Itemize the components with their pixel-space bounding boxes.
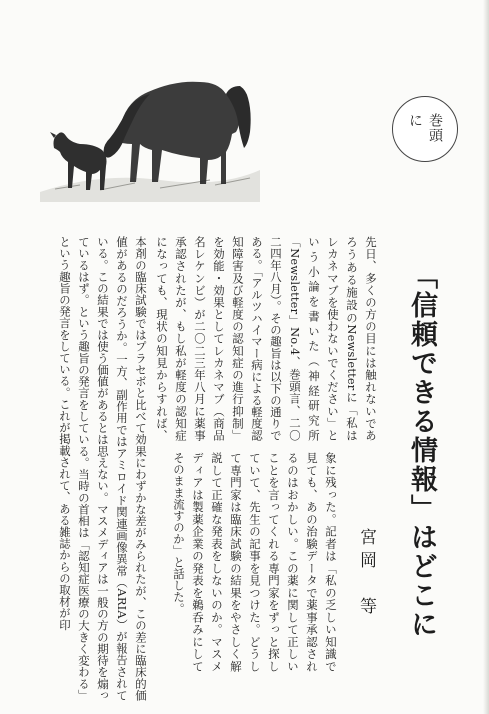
section-badge: [392, 96, 458, 162]
body-column-top-right: 先日、多くの方の目には触れないであろうある施設のNewsletterに「私はレカネマブを使わないでください」という小論を書いた（神経研究所「Newsletter」No.4、巻頭言、二〇二四年八月）。その趣旨は以下の通りである。「アルツハイマー病による軽度認知障害及び軽度の認知症の進行抑制」を効能・効果としてレカネマブ（商品名レケンビ）が二〇二三年八月に薬事承認されたが、もし私が軽度の認知症になっても、現状の知見からすれば、: [155, 236, 378, 441]
horses-illustration: [40, 52, 260, 202]
section-badge-label: 巻頭に: [407, 113, 443, 143]
page-edge: [483, 0, 489, 714]
article-title: 「信頼できる情報」はどこに: [406, 262, 437, 639]
author-name: 宮岡 等: [356, 528, 376, 620]
body-column-bottom-right: 象に残った。記者は「私の乏しい知識で見ても、あの治験データで薬事承認されるのはおかしい。この薬に関して正しいことを言ってくれる専門家をずっと探していて、先生の記事を見つけた。どうして専門家は臨床試験の結果をやさしく解説して正確な発表をしないのか。マスメディアは製薬企業の発表を鵜呑みにしてそのまま流すのか」と話した。: [172, 452, 338, 672]
body-column-left: 本剤の臨床試験ではプラセボと比べて効果にわずかな差がみられたが、この差に臨床的価値があるのだろうか。一方、副作用ではアミロイド関連画像異常（ARIA）が報告されている。この結果では使う価値があるとは思えない。マスメディアは一般の方の期待を煽っているはず。という趣旨の発言をしている。当時の首相は「認知症医療の大きく変わる」という趣旨の発言をしている。これが掲載されて、ある雑誌からの取材が印: [58, 236, 148, 701]
